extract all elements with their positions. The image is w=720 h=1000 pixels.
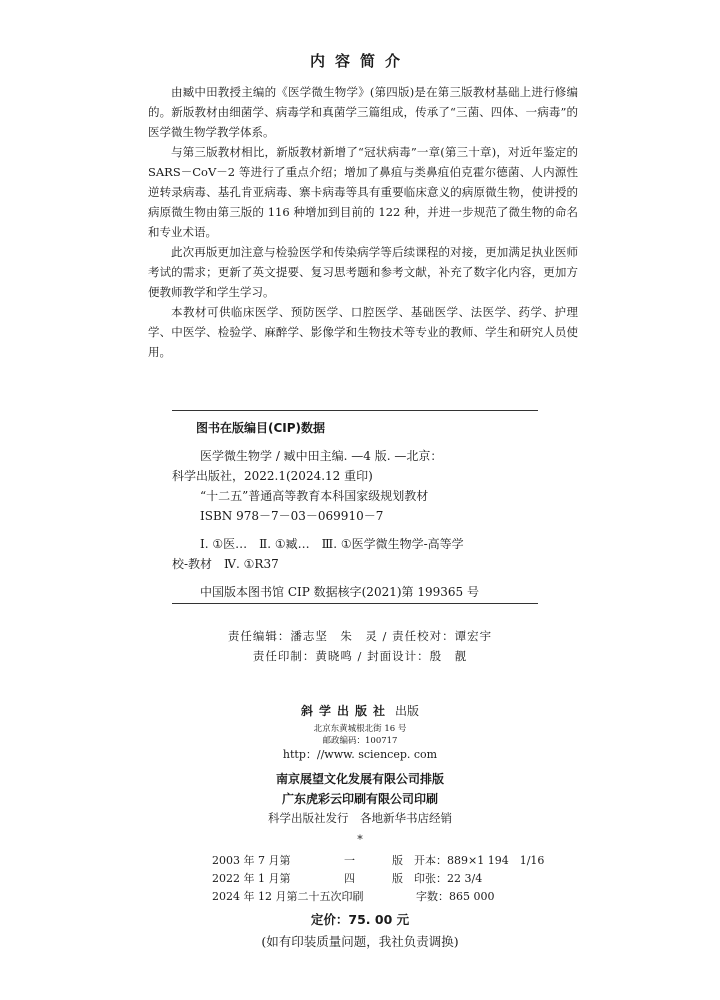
distribution: 科学出版社发行 各地新华书店经销 bbox=[268, 811, 452, 825]
printer: 广东虎彩云印刷有限公司印刷 bbox=[281, 792, 438, 806]
summary-paragraph: 与第三版教材相比，新版教材新增了“冠状病毒”一章(第三十章)，对近年鉴定的 SARS－CoV－2 等进行了重点介绍；增加了鼻疽与类鼻疽伯克霍尔德菌、人内源性逆转录病毒、基孔肯亚病毒、寨卡病毒等具有重要临床意义的病原微生物，使讲授的病原微生物由第三版的 116 种增加到目前的 122 种，并进一步规范了微生物的命名和专业术语。 bbox=[148, 145, 578, 239]
cip-line: 医学微生物学 / 臧中田主编. —4 版. —北京： bbox=[200, 449, 443, 463]
cip-isbn: ISBN 978－7－03－069910－7 bbox=[200, 509, 384, 523]
cip-record-number: 中国版本图书馆 CIP 数据核字(2021)第 199365 号 bbox=[200, 585, 479, 599]
summary-paragraph: 由臧中田教授主编的《医学微生物学》(第四版)是在第三版教材基础上进行修编的。新版教材由细菌学、病毒学和真菌学三篇组成，传承了“三菌、四体、一病毒”的医学微生物学教学体系。 bbox=[148, 85, 578, 139]
imprint-date: 2022 年 1 月第 bbox=[212, 872, 291, 885]
cip-top-divider bbox=[172, 410, 538, 411]
imprint-date: 2024 年 12 月第二十五次印刷 bbox=[212, 890, 364, 903]
cip-bottom-divider bbox=[172, 603, 538, 604]
publisher-suffix: 出版 bbox=[395, 704, 420, 718]
publisher-postcode: 邮政编码：100717 bbox=[322, 736, 398, 746]
imprint-edition: 一 bbox=[344, 854, 355, 867]
publisher-block bbox=[0, 700, 720, 763]
summary-body bbox=[148, 82, 578, 362]
imprint-detail: 版 印张：22 3/4 bbox=[392, 872, 483, 885]
publisher-logo-text: 斜学出版社 bbox=[300, 704, 391, 718]
cip-classification: 校-教材 Ⅳ. ①R37 bbox=[172, 557, 279, 571]
summary-paragraph: 本教材可供临床医学、预防医学、口腔医学、基础医学、法医学、药学、护理学、中医学、检验学、麻醉学、影像学和生物技术等专业的教师、学生和研究人员使用。 bbox=[148, 305, 578, 359]
imprint-detail: 字数：865 000 bbox=[416, 890, 495, 903]
typesetter: 南京展望文化发展有限公司排版 bbox=[275, 772, 444, 786]
summary-title: 内容简介 bbox=[309, 52, 410, 70]
production-credits: 责任印制：黄晓鸣 / 封面设计：殷 靓 bbox=[252, 649, 468, 663]
cip-classification: Ⅰ. ①医… Ⅱ. ①臧… Ⅲ. ①医学微生物学-高等学 bbox=[200, 537, 464, 551]
publisher-address: 北京东黄城根北街 16 号 bbox=[313, 724, 407, 734]
summary-paragraph: 此次再版更加注意与检验医学和传染病学等后续课程的对接，更加满足执业医师考试的需求；更新了英文提要、复习思考题和参考文献，补充了数字化内容，更加方便教师教学和学生学习。 bbox=[148, 245, 578, 299]
cip-line: “十二五”普通高等教育本科国家级规划教材 bbox=[200, 489, 429, 503]
imprint-edition: 四 bbox=[344, 872, 355, 885]
cip-line: 科学出版社，2022.1(2024.12 重印) bbox=[172, 469, 373, 483]
cip-heading: 图书在版编目(CIP)数据 bbox=[196, 421, 326, 435]
editor-credits: 责任编辑：潘志坚 朱 灵 / 责任校对：谭宏宇 bbox=[227, 629, 493, 643]
price: 定价：75. 00 元 bbox=[310, 912, 410, 927]
separator-star: * bbox=[357, 833, 363, 846]
imprint-detail: 版 开本：889×1 194 1/16 bbox=[392, 854, 545, 867]
publisher-url: http：//www. sciencep. com bbox=[282, 748, 438, 761]
imprint-date: 2003 年 7 月第 bbox=[212, 854, 291, 867]
quality-note: (如有印装质量问题，我社负责调换) bbox=[261, 934, 459, 949]
